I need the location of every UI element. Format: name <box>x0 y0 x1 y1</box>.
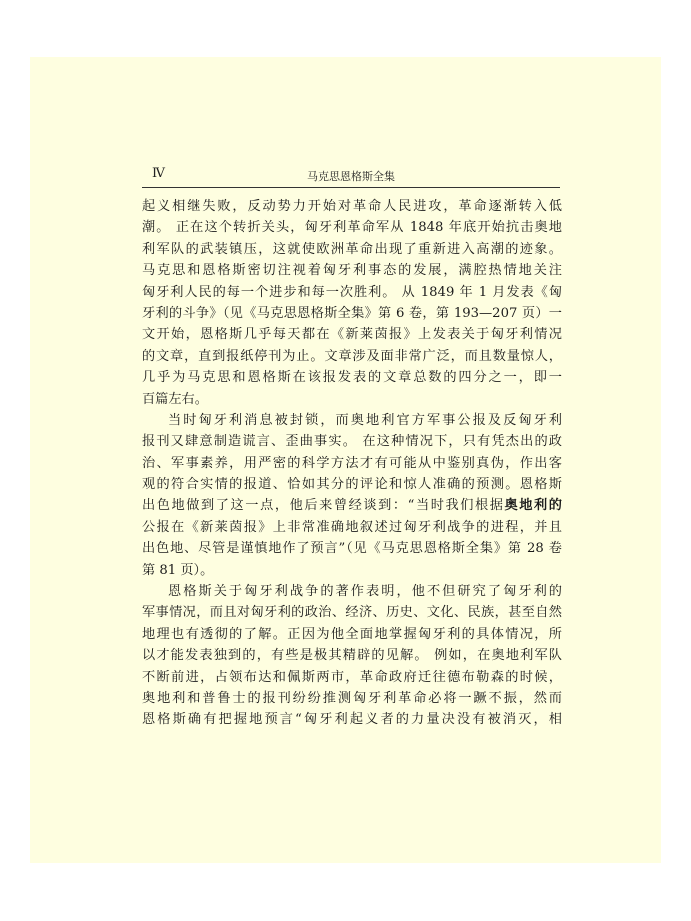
text-line: 潮。 正在这个转折关头，匈牙利革命军从 1848 年底开始抗击奥地 <box>142 220 562 236</box>
text-line: 军事情况，而且对匈牙利的政治、经济、历史、文化、民族，甚至自然 <box>142 605 562 621</box>
page-header <box>142 165 560 188</box>
text-line: 观的符合实情的报道、恰如其分的评论和惊人准确的预测。恩格斯 <box>142 477 562 493</box>
bold-emphasis: 奥地利的 <box>504 498 562 514</box>
body-text <box>142 196 562 731</box>
text-line: 治、军事素养，用严密的科学方法才有可能从中鉴别真伪，作出客 <box>142 455 562 471</box>
running-title: 马克思恩格斯全集 <box>307 170 395 183</box>
text-line: 以才能发表独到的，有些是极其精辟的见解。 例如，在奥地利军队 <box>142 648 562 664</box>
text-line: 的文章，直到报纸停刊为止。文章涉及面非常广泛，而且数量惊人， <box>142 348 562 364</box>
text-line: 报刊又肆意制造谎言、歪曲事实。 在这种情况下，只有凭杰出的政 <box>142 434 562 450</box>
text-line: 恩格斯确有把握地预言“匈牙利起义者的力量决没有被消灭，相 <box>142 712 562 728</box>
text-line: 百篇左右。 <box>142 391 208 407</box>
text-line: 地理也有透彻的了解。正因为他全面地掌握匈牙利的具体情况，所 <box>142 626 562 642</box>
text-line: 恩格斯关于匈牙利战争的著作表明，他不但研究了匈牙利的 <box>168 584 562 600</box>
text-fragment: 出色地做到了这一点，他后来曾经谈到：“当时我们根据 <box>142 498 505 514</box>
text-line: 牙利的斗争》（见《马克思恩格斯全集》第 6 卷，第 193—207 页）一 <box>142 305 562 321</box>
text-line: 出色地、尽管是谨慎地作了预言”（见《马克思恩格斯全集》第 28 卷 <box>142 541 562 557</box>
text-line: 马克思和恩格斯密切注视着匈牙利事态的发展，满腔热情地关注 <box>142 263 562 279</box>
text-line-with-emphasis <box>142 495 562 516</box>
text-line: 不断前进，占领布达和佩斯两市，革命政府迁往德布勒森的时候， <box>142 669 562 685</box>
text-line: 公报在《新莱茵报》上非常准确地叙述过匈牙利战争的进程，并且 <box>142 519 562 535</box>
text-line: 奥地利和普鲁士的报刊纷纷推测匈牙利革命必将一蹶不振，然而 <box>142 690 562 706</box>
page-number: Ⅳ <box>152 166 165 181</box>
text-line: 几乎为马克思和恩格斯在该报发表的文章总数的四分之一，即一 <box>142 370 562 386</box>
text-line: 第 81 页）。 <box>142 562 214 578</box>
text-line: 利军队的武装镇压，这就使欧洲革命出现了重新进入高潮的迹象。 <box>142 241 562 257</box>
text-line: 起义相继失败，反动势力开始对革命人民进攻，革命逐渐转入低 <box>142 199 562 214</box>
text-line: 当时匈牙利消息被封锁，而奥地利官方军事公报及反匈牙利 <box>168 412 562 428</box>
text-line: 文开始，恩格斯几乎每天都在《新莱茵报》上发表关于匈牙利情况 <box>142 327 562 343</box>
text-line: 匈牙利人民的每一个进步和每一次胜利。 从 1849 年 1 月发表《匈 <box>142 284 562 300</box>
